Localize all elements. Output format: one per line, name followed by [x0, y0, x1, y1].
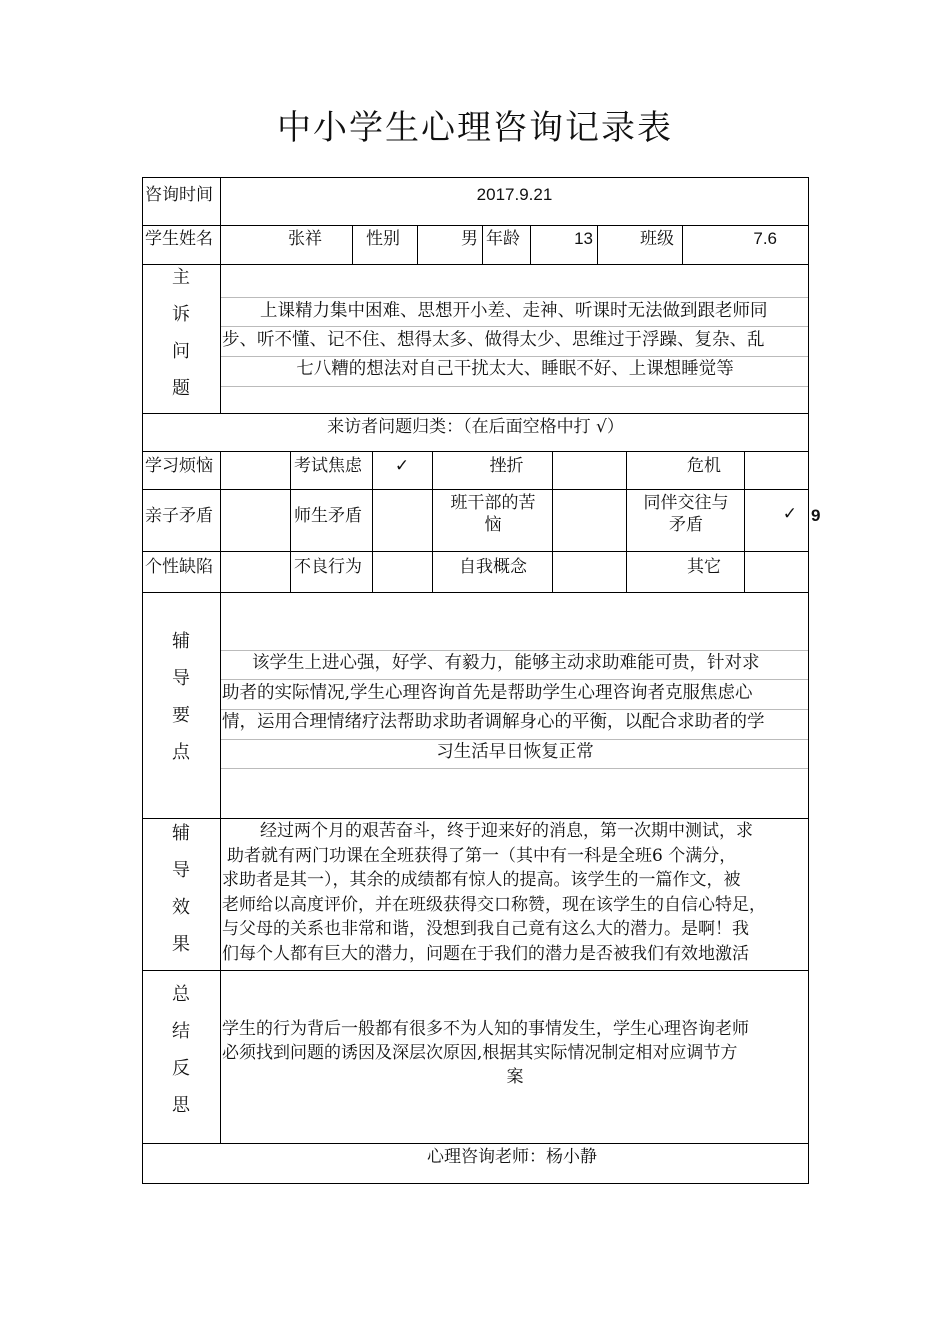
category-header: 来访者问题归类：（在后面空格中打 √）: [327, 417, 624, 437]
consult-time-label: 咨询时间: [145, 185, 213, 205]
student-name-label: 学生姓名: [145, 229, 213, 249]
category-study-trouble: 学习烦恼: [145, 456, 213, 476]
gender-value: 男: [461, 229, 478, 249]
effect-label: 辅 导 效 果: [172, 823, 190, 955]
category-setback: 挫折: [489, 456, 524, 476]
complaint-label: 主 诉 问 题: [172, 267, 190, 399]
effect-text: 经过两个月的艰苦奋斗，终于迎来好的消息，第一次期中测试，求 助者就有两门功课在全班获得了第一（其中有一科是全班6 个满分， 求助者是其一），其余的成绩都有惊人的提高。该学生的一篇作文，被 老师给以高度评价，并在班级获得交口称赞，现在该学生的自信心特足， 与父母的关系也非常和谐，没想到我自己竟有这么大的潜力。是啊！我 们每个人都有巨大的潜力，问题在于我们的潜力是否被我们有效地激活: [222, 821, 766, 964]
category-other: 其它: [687, 557, 721, 577]
guidance-label: 辅 导 要 点: [172, 631, 190, 763]
category-personality-defect: 个性缺陷: [145, 557, 213, 577]
age-value: 13: [574, 229, 593, 248]
gender-label: 性别: [366, 229, 400, 249]
category-crisis: 危机: [687, 456, 721, 476]
student-name: 张祥: [288, 229, 322, 249]
consult-time-value: 2017.9.21: [476, 185, 553, 204]
category-bad-behavior: 不良行为: [294, 557, 362, 577]
complaint-text: 上课精力集中困难、思想开小差、走神、听课时无法做到跟老师同 步、听不懂、记不住、想得太多、做得太少、思维过于浮躁、复杂、乱 七八糟的想法对自己干扰太大、睡眠不好、上课想睡觉等: [222, 301, 768, 379]
category-peer-conflict: 同伴交往与 矛盾: [643, 493, 729, 535]
counselor-signature: 心理咨询老师：杨小静: [427, 1147, 597, 1167]
age-label: 年龄: [486, 229, 520, 249]
category-self-concept: 自我概念: [459, 557, 527, 577]
category-exam-anxiety: 考试焦虑: [294, 456, 362, 476]
overflow-mark: 9: [811, 506, 821, 525]
category-parent-conflict: 亲子矛盾: [145, 506, 213, 526]
page-title: 中小学生心理咨询记录表: [277, 108, 673, 148]
check-exam-anxiety: ✓: [394, 456, 410, 476]
category-teacher-conflict: 师生矛盾: [294, 506, 362, 526]
guidance-text: 该学生上进心强，好学、有毅力，能够主动求助难能可贵，针对求 助者的实际情况,学生心理咨询首先是帮助学生心理咨询者克服焦虑心 情，运用合理情绪疗法帮助求助者调解身心的平衡，以配合求助者的学 习生活早日恢复正常: [222, 653, 765, 762]
class-label: 班级: [640, 229, 674, 249]
class-value: 7.6: [753, 229, 777, 248]
category-class-cadre-worry: 班干部的苦 恼: [450, 493, 536, 535]
reflection-text: 学生的行为背后一般都有很多不为人知的事情发生，学生心理咨询老师 必须找到问题的诱因及深层次原因,根据其实际情况制定相对应调节方 案: [222, 1019, 749, 1087]
check-peer-conflict: ✓: [782, 504, 797, 524]
reflection-label: 总 结 反 思: [172, 984, 190, 1116]
